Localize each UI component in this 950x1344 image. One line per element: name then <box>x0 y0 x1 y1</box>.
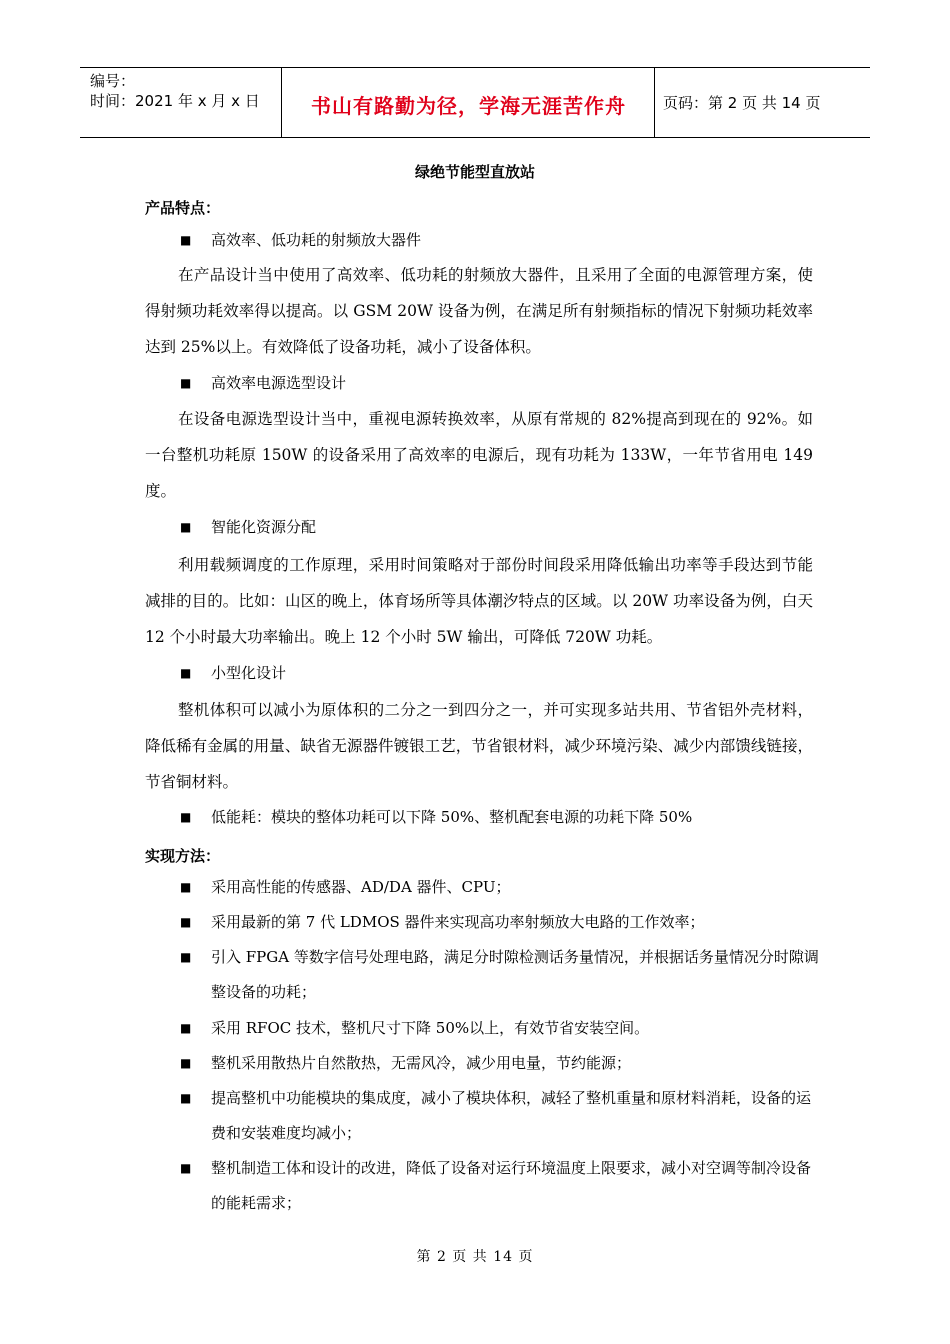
feature-body: 在设备电源选型设计当中，重视电源转换效率，从原有常规的 82%提高到现在的 92%。如一台整机功耗原 150W 的设备采用了高效率的电源后，现有功耗为 133W，一年节省用电 149 度。 <box>145 410 813 500</box>
number-label: 编号： <box>90 72 136 90</box>
feature-title: 高效率、低功耗的射频放大器件 <box>211 231 422 249</box>
method-item <box>180 1011 820 1046</box>
feature-body: 在产品设计当中使用了高效率、低功耗的射频放大器件，且采用了全面的电源管理方案，使得射频功耗效率得以提高。以 GSM 20W 设备为例，在满足所有射频指标的情况下射频功耗效率达到 25%以上。有效降低了设备功耗，减小了设备体积。 <box>145 266 813 356</box>
method-text: 采用最新的第 7 代 LDMOS 器件来实现高功率射频放大电路的工作效率； <box>211 913 705 931</box>
bullet-square-icon: ■ <box>180 376 192 390</box>
bullet-square-icon: ■ <box>180 1091 192 1105</box>
header-table <box>80 67 870 138</box>
method-item <box>180 1081 820 1151</box>
method-text: 采用 RFOC 技术，整机尺寸下降 50%以上，有效节省安装空间。 <box>211 1019 650 1037</box>
method-item <box>180 1151 820 1221</box>
method-text: 提高整机中功能模块的集成度，减小了模块体积，减轻了整机重量和原材料消耗，设备的运费和安装难度均减小； <box>211 1089 812 1142</box>
bullet-square-icon: ■ <box>180 810 192 824</box>
method-item <box>180 940 820 1010</box>
feature-item <box>180 656 820 691</box>
bullet-square-icon: ■ <box>180 950 192 964</box>
feature-item <box>180 223 820 258</box>
method-text: 整机采用散热片自然散热，无需风冷，减少用电量，节约能源； <box>211 1054 632 1072</box>
bullet-square-icon: ■ <box>180 1021 192 1035</box>
page-footer: 第 2 页 共 14 页 <box>416 1249 534 1265</box>
time-label: 时间：2021 年 x 月 x 日 <box>90 92 260 110</box>
feature-item <box>180 366 820 401</box>
bullet-square-icon: ■ <box>180 520 192 534</box>
bullet-square-icon: ■ <box>180 233 192 247</box>
bullet-square-icon: ■ <box>180 1161 192 1175</box>
header-motto: 书山有路勤为径，学海无涯苦作舟 <box>311 94 626 118</box>
feature-body: 整机体积可以减小为原体积的二分之一到四分之一，并可实现多站共用、节省铝外壳材料，降低稀有金属的用量、缺省无源器件镀银工艺，节省银材料，减少环境污染、减少内部馈线链接，节省铜材料。 <box>145 701 813 791</box>
header-page-info: 页码：第 2 页 共 14 页 <box>663 94 821 112</box>
header-meta <box>90 71 280 111</box>
document-title: 绿绝节能型直放站 <box>414 163 535 181</box>
feature-item <box>180 800 820 835</box>
bullet-square-icon: ■ <box>180 1056 192 1070</box>
feature-title: 智能化资源分配 <box>211 518 317 536</box>
bullet-square-icon: ■ <box>180 880 192 894</box>
feature-title: 小型化设计 <box>211 664 287 682</box>
method-text: 整机制造工体和设计的改进，降低了设备对运行环境温度上限要求，减小对空调等制冷设备的能耗需求； <box>211 1159 812 1212</box>
bullet-square-icon: ■ <box>180 666 192 680</box>
method-item <box>180 870 820 905</box>
methods-heading: 实现方法： <box>145 847 221 865</box>
feature-title: 低能耗：模块的整体功耗可以下降 50%、整机配套电源的功耗下降 50% <box>211 808 693 826</box>
method-text: 引入 FPGA 等数字信号处理电路，满足分时隙检测话务量情况，并根据话务量情况分时隙调整设备的功耗； <box>211 948 819 1001</box>
feature-title: 高效率电源选型设计 <box>211 374 347 392</box>
method-text: 采用高性能的传感器、AD/DA 器件、CPU； <box>211 878 511 896</box>
feature-body: 利用载频调度的工作原理，采用时间策略对于部份时间段采用降低输出功率等手段达到节能减排的目的。比如：山区的晚上，体育场所等具体潮汐特点的区域。以 20W 功率设备为例，白天 12 个小时最大功率输出。晚上 12 个小时 5W 输出，可降低 720W 功耗。 <box>145 556 813 646</box>
method-item <box>180 1046 820 1081</box>
feature-item <box>180 510 820 545</box>
method-item <box>180 905 820 940</box>
bullet-square-icon: ■ <box>180 915 192 929</box>
features-heading: 产品特点： <box>145 199 221 217</box>
